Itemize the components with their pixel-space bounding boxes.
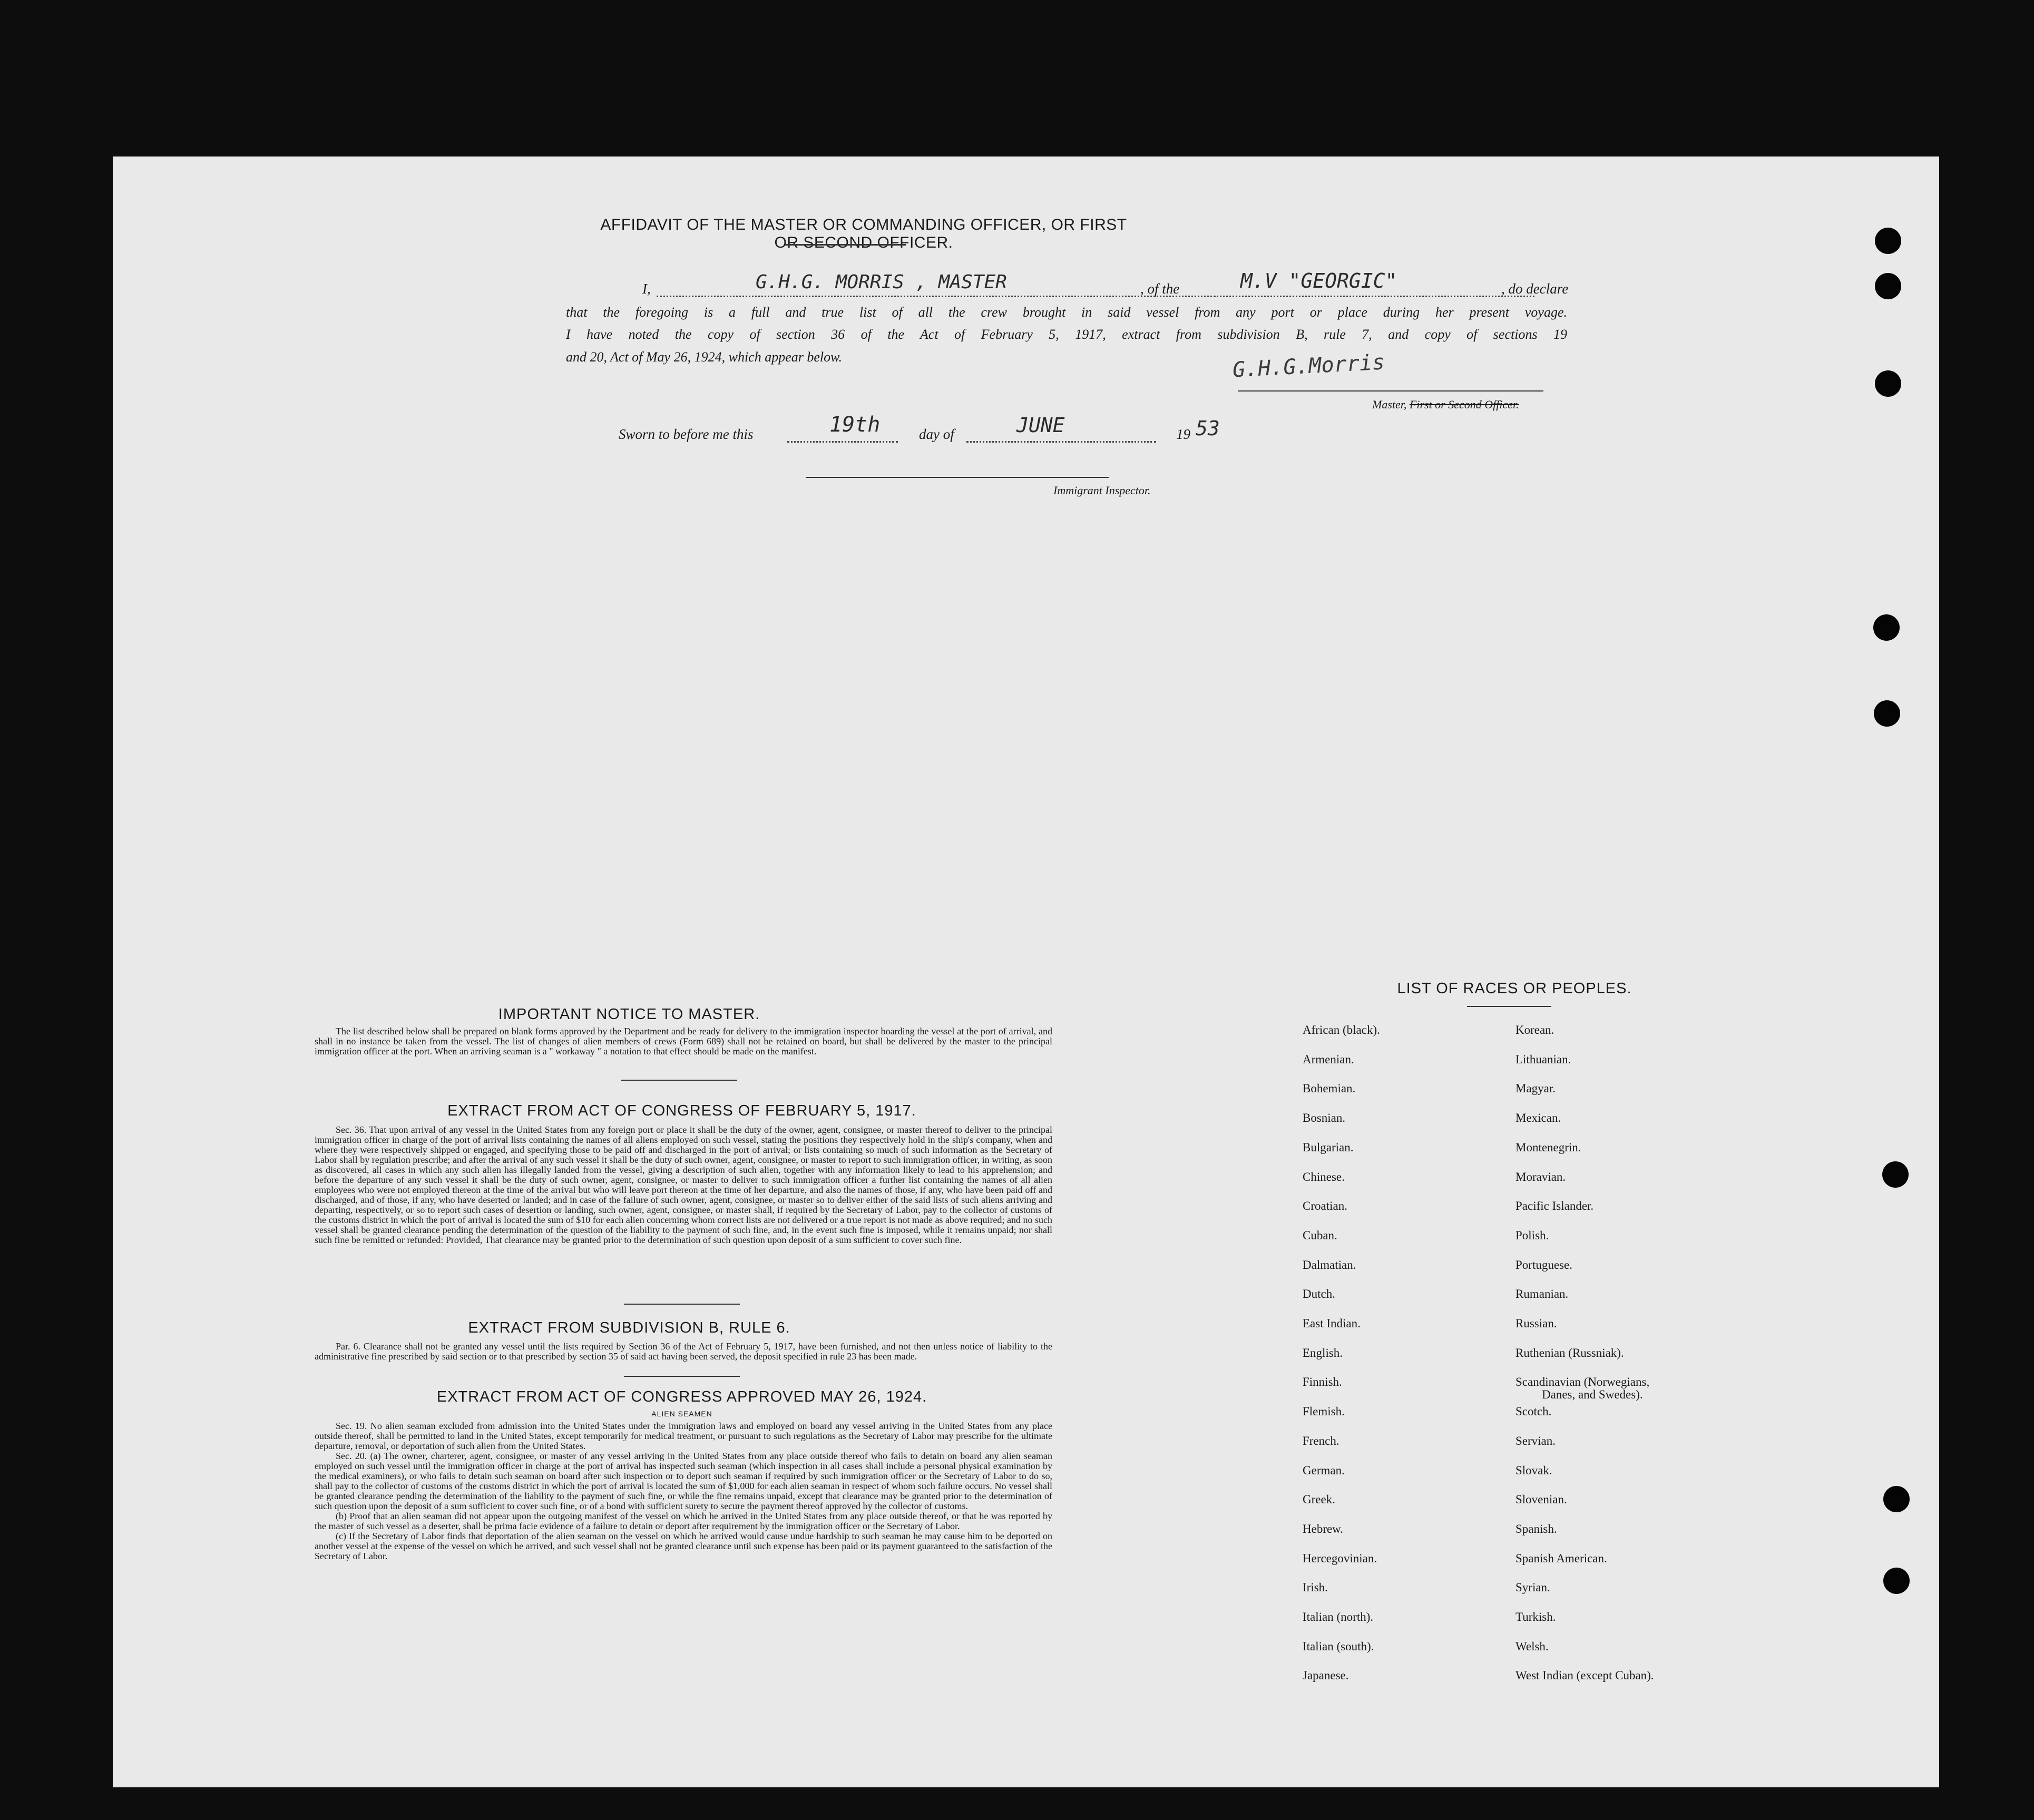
race-item-left: Dutch.: [1303, 1287, 1335, 1300]
notice-text: The list described below shall be prepared on blank forms approved by the Department and be ready for delivery to the immigration inspector boarding the vessel at the port of arrival, and shall in no instance be taken from the vessel. The list of changes of alien members of crews (Form 689) shall not be retained on board, but shall be delivered by the master to the principal immigration officer at the port. When an arriving seaman is a " workaway " a notation to that effect should be made on the manifest.: [315, 1026, 1052, 1056]
day-blank-line: [787, 441, 898, 443]
master-label: Master,: [1372, 398, 1407, 411]
race-item-left: Croatian.: [1303, 1199, 1347, 1212]
title-underline: [785, 244, 906, 246]
master-caption: [1372, 398, 1519, 412]
do-declare-label: , do declare: [1501, 281, 1569, 297]
race-item-right: Lithuanian.: [1515, 1053, 1571, 1066]
master-name-handwritten: G.H.G. MORRIS , MASTER: [756, 271, 1007, 293]
race-item-left: Japanese.: [1303, 1669, 1349, 1682]
race-item-left: Italian (north).: [1303, 1610, 1374, 1623]
year-handwritten: 53: [1196, 417, 1220, 440]
binder-hole: [1873, 614, 1900, 641]
race-item-left: Hebrew.: [1303, 1522, 1344, 1535]
day-of-label: day of: [919, 426, 954, 442]
race-item-left: Chinese.: [1303, 1170, 1345, 1183]
race-item-left: German.: [1303, 1464, 1345, 1477]
extract1-text: Sec. 36. That upon arrival of any vessel in the United States from any foreign port or place it shall be the duty of the owner, agent, consignee, or master thereof to deliver to the principal immigration officer in charge of the port of arrival lists containing the names of all aliens employed on such vessel, stating the positions they respectively hold in the ship's company, when and where they were respectively shipped or engaged, and specifying those to be paid off and discharged in the port of arrival; or lists containing so much of such information as the Secretary of Labor shall by regulation prescribe; and after the arrival of any such vessel it shall be the duty of such owner, agent, consignee, or master to report to such immigration officer, in writing, as soon as discovered, all cases in which any such alien has illegally landed from the vessel, giving a description of such alien, together with any information likely to lead to his apprehension; and before the departure of any such vessel it shall be the duty of such owner, agent, consignee, or master to deliver to such immigration officer a further list containing the names of all alien employees who were not employed thereon at the time of the arrival but who will leave port thereon at the time of her departure, and also the names of those, if any, who have been paid off and discharged, and of those, if any, who have deserted or landed; and in case of the failure of such owner, agent, consignee, or master so to deliver either of the said lists of such aliens arriving and departing, respectively, or so to report such cases of desertion or landing, such owner, agent, consignee, or master shall, if required by the Secretary of Labor, pay to the collector of customs of the customs district in which the port of arrival is located the sum of $10 for each alien concerning whom correct lists are not delivered or a true report is not made as above required; and no such vessel shall be granted clearance pending the determination of the question of the liability to the payment of such fine, and, in the event such fine is imposed, while it remains unpaid; nor shall such fine be remitted or refunded: Provided, That clearance may be granted prior to the determination of such question upon deposit of a sum sufficient to cover such fine.: [315, 1124, 1052, 1245]
races-title-underline: [1467, 1006, 1551, 1007]
race-item-right: Korean.: [1515, 1023, 1554, 1036]
extract1-divider: [624, 1304, 740, 1305]
race-item-left: Irish.: [1303, 1581, 1328, 1594]
race-item-left: French.: [1303, 1434, 1339, 1447]
extract2-body: [315, 1342, 1052, 1362]
extract3-body: [315, 1421, 1052, 1561]
extract3-sec20c: (c) If the Secretary of Labor finds that deportation of the alien seaman on the vessel on which he arrived would cause undue hardship to such seaman he may cause him to be deported on another vessel at the expense of the vessel on which he arrived, and such vessel shall not be granted clearance until such expense has been paid or its payment guaranteed to the satisfaction of the Secretary of Labor.: [315, 1531, 1052, 1561]
vessel-name-handwritten: M.V "GEORGIC": [1240, 269, 1397, 292]
notice-title: IMPORTANT NOTICE TO MASTER.: [498, 1006, 760, 1023]
race-item-right: Russian.: [1515, 1317, 1557, 1330]
notice-body: [315, 1026, 1052, 1056]
race-item-right: Welsh.: [1515, 1640, 1549, 1653]
extract3-sec20b: (b) Proof that an alien seaman did not appear upon the outgoing manifest of the vessel on which he arrived in the United States from any place outside thereof, or that he was reported by the master of such vessel as a deserter, shall be prima facie evidence of a failure to detain or deport after requirement by the immigration officer or the Secretary of Labor.: [315, 1511, 1052, 1531]
race-item-right: Scandinavian (Norwegians,: [1515, 1375, 1650, 1388]
race-item-right: Polish.: [1515, 1229, 1549, 1242]
binder-hole: [1883, 1486, 1910, 1512]
document-page: [113, 156, 1939, 1787]
extract3-sec20a: Sec. 20. (a) The owner, charterer, agent, consignee, or master of any vessel arriving in the United States from any place outside thereof who fails to detain on board any alien seaman employed on such vessel until the immigration officer in charge at the port of arrival has inspected such seaman (which inspection in all cases shall include a personal physical examination by the medical examiners), or who fails to detain such seaman on board after such inspection or to deport such seaman if required by such immigration officer or the Secretary of Labor to do so, shall pay to the collector of customs of the customs district in which the port of arrival is located the sum of $1,000 for each alien seaman in respect of whom such failure occurs. No vessel shall be granted clearance pending the determination of the liability to the payment of such fine, or while the fine remains unpaid, except that clearance may be granted prior to the determination of such question upon the deposit of a sum sufficient to cover such fine, or of a bond with sufficient surety to secure the payment thereof approved by the collector of customs.: [315, 1451, 1052, 1511]
race-item-right: Mexican.: [1515, 1111, 1561, 1124]
extract3-sec19: Sec. 19. No alien seaman excluded from admission into the United States under the immigration laws and employed on board any vessel arriving in the United States from any place outside thereof, shall be permitted to land in the United States, except temporarily for medical treatment, or pursuant to such regulations as the Secretary of Labor may prescribe for the ultimate departure, removal, or deportation of such alien from the United States.: [315, 1421, 1052, 1451]
affidavit-line-3: I have noted the copy of section 36 of the Act of February 5, 1917, extract from subdivision B, rule 7, and copy of sections 19: [566, 327, 1567, 342]
extract1-title: EXTRACT FROM ACT OF CONGRESS OF FEBRUARY 5, 1917.: [447, 1102, 916, 1119]
race-item-right: Spanish American.: [1515, 1552, 1607, 1565]
signature-line: [1238, 390, 1543, 392]
race-item-right: Scotch.: [1515, 1405, 1552, 1418]
race-item-right: Servian.: [1515, 1434, 1556, 1447]
race-item-left: Finnish.: [1303, 1375, 1342, 1388]
binder-hole: [1883, 1568, 1910, 1594]
affidavit-title: AFFIDAVIT OF THE MASTER OR COMMANDING OFFICER, OR FIRST OR SECOND OFFICER.: [600, 216, 1127, 251]
race-item-right: Rumanian.: [1515, 1287, 1569, 1300]
master-signature: G.H.G.Morris: [1231, 350, 1385, 383]
race-item-right: Ruthenian (Russniak).: [1515, 1346, 1624, 1359]
race-item-left: Bulgarian.: [1303, 1141, 1354, 1154]
race-item-right: Magyar.: [1515, 1082, 1556, 1095]
extract3-subtitle: ALIEN SEAMEN: [651, 1410, 712, 1418]
notice-divider: [621, 1080, 737, 1081]
race-item-left: Flemish.: [1303, 1405, 1345, 1418]
binder-hole: [1875, 228, 1901, 254]
month-handwritten: JUNE: [1016, 414, 1065, 437]
binder-hole: [1882, 1161, 1909, 1188]
extract1-body: [315, 1125, 1052, 1245]
binder-hole: [1875, 370, 1901, 397]
extract3-title: EXTRACT FROM ACT OF CONGRESS APPROVED MAY 26, 1924.: [436, 1388, 927, 1405]
race-item-left: Cuban.: [1303, 1229, 1337, 1242]
race-item-right: Turkish.: [1515, 1610, 1556, 1623]
month-blank-line: [966, 441, 1156, 443]
race-item-right: Slovenian.: [1515, 1493, 1567, 1506]
race-item-right: West Indian (except Cuban).: [1515, 1669, 1654, 1682]
race-item-right: Portuguese.: [1515, 1258, 1572, 1271]
race-item-left: English.: [1303, 1346, 1343, 1359]
affidavit-line-4: and 20, Act of May 26, 1924, which appear below.: [566, 349, 843, 365]
race-item-left: Greek.: [1303, 1493, 1335, 1506]
race-item-right: Spanish.: [1515, 1522, 1557, 1535]
race-item-left: East Indian.: [1303, 1317, 1361, 1330]
of-the-label: , of the: [1140, 281, 1180, 297]
extract2-title: EXTRACT FROM SUBDIVISION B, RULE 6.: [468, 1319, 790, 1336]
affidavit-i-label: I,: [642, 281, 651, 297]
race-item-right: Moravian.: [1515, 1170, 1566, 1183]
vessel-blank-line: [1214, 296, 1534, 297]
races-title: LIST OF RACES OR PEOPLES.: [1397, 980, 1632, 997]
race-item-left: Bosnian.: [1303, 1111, 1346, 1124]
race-item-right: Slovak.: [1515, 1464, 1552, 1477]
race-item-left: Armenian.: [1303, 1053, 1354, 1066]
binder-hole: [1874, 700, 1900, 727]
race-item-right: Montenegrin.: [1515, 1141, 1581, 1154]
race-item-left: Bohemian.: [1303, 1082, 1356, 1095]
extract2-text: Par. 6. Clearance shall not be granted any vessel until the lists required by Section 36 of the Act of February 5, 1917, have been furnished, and not then unless notice of liability to the administrative fine prescribed by said section or to that prescribed by section 35 of said act having been served, the deposit specified in rule 23 has been made.: [315, 1341, 1052, 1362]
year-prefix: 19: [1176, 426, 1190, 442]
race-item-left: African (black).: [1303, 1023, 1380, 1036]
race-item-left: Hercegovinian.: [1303, 1552, 1377, 1565]
first-second-officer-struck: First or Second Officer.: [1409, 398, 1519, 411]
extract2-divider: [624, 1376, 740, 1377]
race-item-right: Syrian.: [1515, 1581, 1550, 1594]
inspector-caption: Immigrant Inspector.: [1053, 484, 1151, 497]
binder-hole: [1875, 273, 1901, 299]
sworn-label: Sworn to before me this: [619, 426, 754, 442]
race-item-right: Pacific Islander.: [1515, 1199, 1594, 1212]
day-handwritten: 19th: [829, 413, 881, 437]
inspector-signature-line: [806, 477, 1109, 478]
race-item-right-continued: Danes, and Swedes).: [1542, 1388, 1643, 1401]
race-item-left: Italian (south).: [1303, 1640, 1374, 1653]
affidavit-line-2: that the foregoing is a full and true list of all the crew brought in said vessel from any port or place during her present voyage.: [566, 305, 1567, 320]
race-item-left: Dalmatian.: [1303, 1258, 1356, 1271]
